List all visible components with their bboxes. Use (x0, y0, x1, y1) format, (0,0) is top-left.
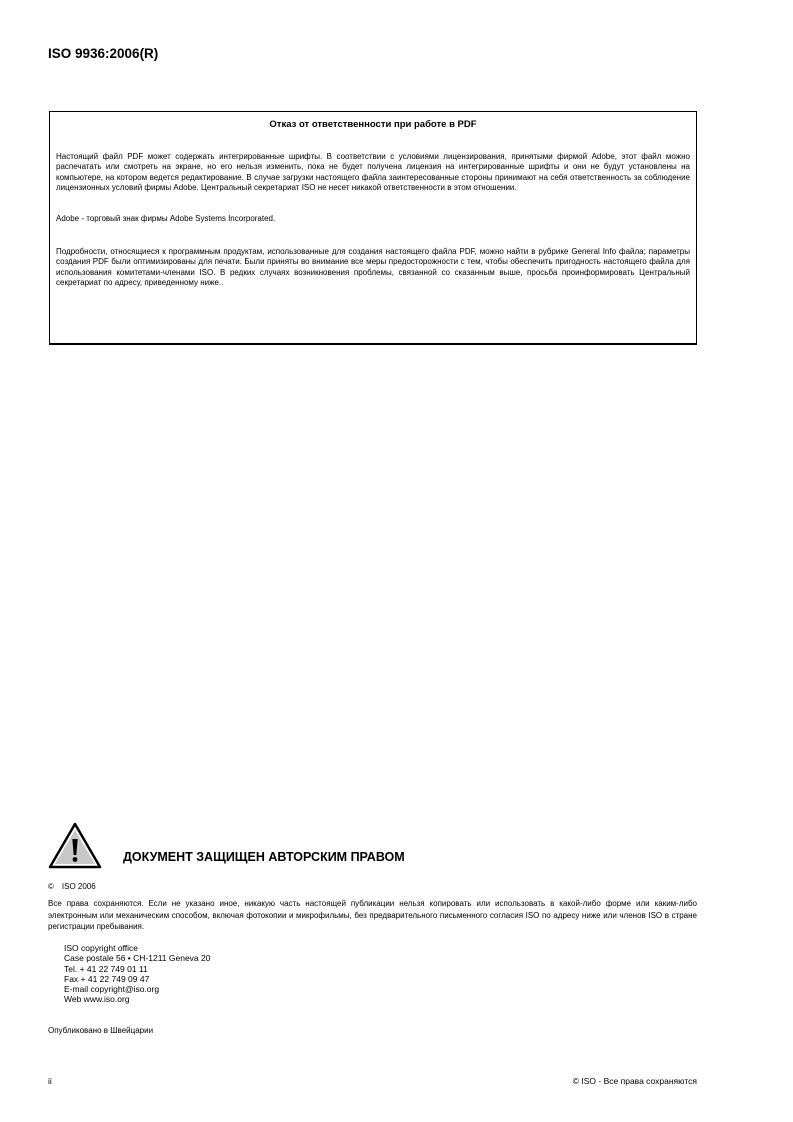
contact-address: Case postale 56 • CH-1211 Geneva 20 (64, 953, 211, 964)
disclaimer-title: Отказ от ответственности при работе в PDF (269, 119, 477, 130)
copyright-year: ISO 2006 (61, 882, 96, 891)
copyright-year-line (48, 882, 96, 891)
copyright-symbol: © (48, 882, 54, 891)
document-id: ISO 9936:2006(R) (48, 46, 159, 61)
disclaimer-paragraph-fonts: Настоящий файл PDF может содержать интегрированные шрифты. В соответствии с условиями лицензирования, принятыми фирмой Adobe, этот файл можно распечатать или смотреть на экране, но его нельзя изменить, пока не будет получена лицензия на интегрированные шрифты и они не будут установлены на компьютере, на котором ведется редактирование. В случае загрузки настоящего файла заинтересованные стороны принимают на себя ответственность за соблюдение лицензионных условий фирмы Adobe. Центральный секретариат ISO не несет никакой ответственности в этом отношении. (56, 152, 690, 193)
published-in: Опубликовано в Швейцарии (48, 1026, 154, 1035)
disclaimer-paragraph-trademark: Adobe - торговый знак фирмы Adobe Systems Incorporated. (56, 213, 276, 223)
pdf-disclaimer-box (49, 111, 697, 345)
contact-office: ISO copyright office (64, 943, 139, 953)
page-number: ii (48, 1076, 52, 1086)
iso-contact-block (64, 943, 210, 1005)
warning-triangle-icon (47, 821, 103, 870)
contact-email: E-mail copyright@iso.org (64, 984, 160, 995)
disclaimer-paragraph-details: Подробности, относящиеся к программным продуктам, использованные для создания настоящего файла PDF, можно найти в рубрике General Info файла; параметры создания PDF были оптимизированы для печати. Были приняты во внимание все меры предосторожности с тем, чтобы обеспечить пригодность настоящего файла для использования комитетами-членами ISO. В редких случаях возникновения проблемы, связанной со сказанным выше, просьба проинформировать Центральный секретариат по адресу, приведенному ниже.. (56, 247, 690, 288)
contact-fax: Fax + 41 22 749 09 47 (64, 973, 150, 984)
contact-web: Web www.iso.org (64, 994, 130, 1005)
footer-rights: © ISO - Все права сохраняются (572, 1076, 697, 1086)
contact-tel: Tel. + 41 22 749 01 11 (64, 963, 148, 974)
copyright-heading: ДОКУМЕНТ ЗАЩИЩЕН АВТОРСКИМ ПРАВОМ (123, 850, 405, 864)
rights-text: Все права сохраняются. Если не указано иное, никакую часть настоящей публикации нельзя копировать или использовать в какой-либо форме или каким-либо электронным или механическим способом, включая фотокопии и микрофильмы, без предварительного письменного согласия ISO по адресу ниже или членов ISO в стране регистрации пребывания. (48, 899, 697, 931)
